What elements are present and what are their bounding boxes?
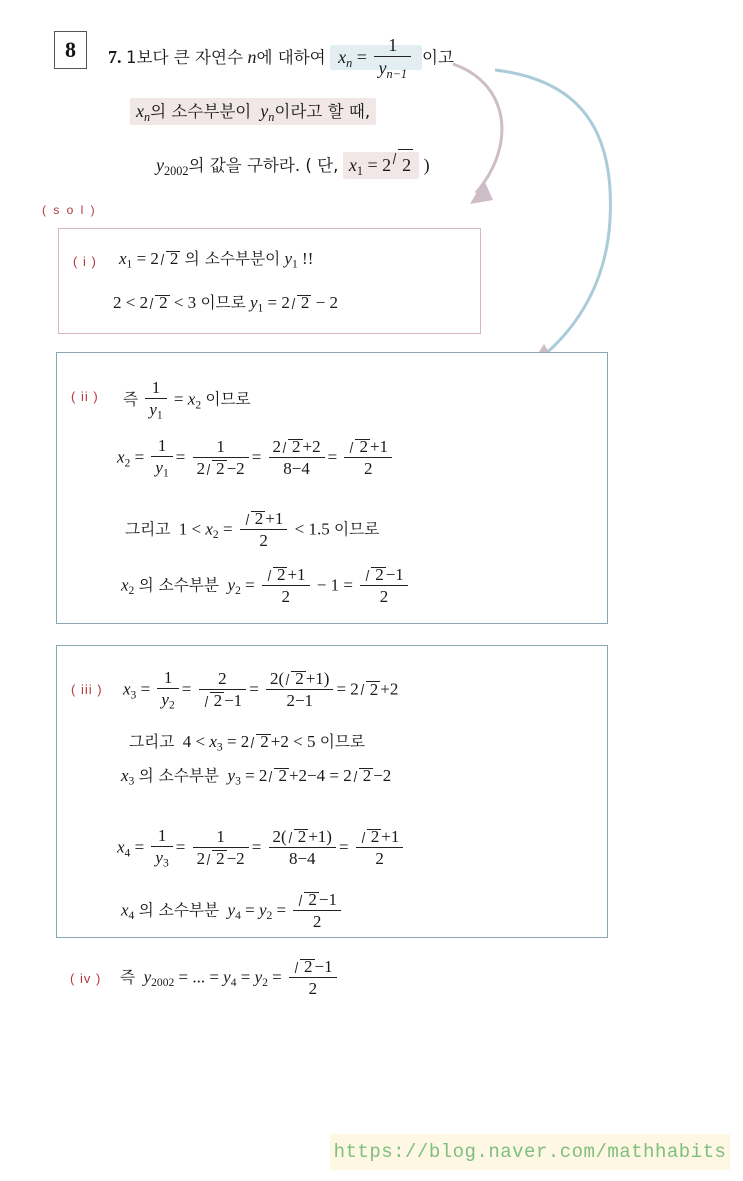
problem-formula-xn: $x_n$ = $\frac{1}{y_{n-1}}$ (330, 45, 422, 70)
step-iii-line-4: $x_4$ = $\frac{1}{y_3}$ = $\frac{1}{2 2 -2}$ = $\frac{2( 2 +1)}{8-4}$ = $\frac{2 +1}{2}$ (117, 827, 406, 871)
step-ii-line-4: $x_2$ 의 소수부분 $y_2$ = $\frac{2 +1}{2}$ − 1 = $\frac{2 -1}{2}$ (121, 566, 411, 607)
step-ii-line-2: $x_2$ = $\frac{1}{y_1}$ = $\frac{1}{2 2 -2}$ = $\frac{2 2 +2}{8-4}$ = $\frac{2 +1}{2}$ (117, 437, 395, 481)
step-iv-line1-pre: 즉 (120, 967, 136, 987)
step-iv-roman: ( iv ) (70, 971, 102, 986)
step-i-line2-text: 이므로 (200, 293, 246, 312)
step-i-line1-end: !! (302, 249, 314, 268)
problem-statement (108, 36, 668, 187)
problem-text-5: 이라고 할 때, (274, 101, 371, 121)
problem-var-n: n (247, 46, 257, 67)
step-ii-line3-pre: 그리고 (125, 519, 171, 539)
footer-url[interactable]: https://blog.naver.com/mathhabits (333, 1141, 727, 1163)
step-iii-line-3: $x_3$ 의 소수부분 $y_3 = 2$ 2 +2−4 = 2 2 −2 (121, 766, 392, 788)
problem-line-3: $y_{2002}$의 값을 구하라. ( 단, $x_1 = 2$ 2 ) (156, 148, 668, 188)
step-iii-line2-pre: 그리고 (129, 732, 175, 751)
step-ii-line-3: 그리고 $1 < x_2$ = $\frac{2 +1}{2}$ < 1.5 이므로 (125, 509, 380, 550)
problem-number-badge: 8 (54, 31, 87, 69)
step-iii-line3-mid: 의 소수부분 (138, 766, 220, 785)
problem-text-6: 의 값을 구하라. ( 단, (188, 155, 339, 175)
step-i-line-1: $x_1 = 2$ 2 의 소수부분이 $y_1$ !! (119, 249, 314, 271)
step-iii-line-2: 그리고 $4 < x_3 = 2$ 2 +2 < 5 이므로 (129, 732, 366, 754)
step-i-line1-text: 의 소수부분이 (184, 249, 281, 268)
step-box-ii (56, 352, 608, 624)
step-ii-roman: ( ii ) (71, 389, 99, 404)
problem-close-paren: ) (423, 154, 430, 175)
step-i-roman: ( i ) (73, 254, 97, 269)
step-ii-line4-mid: 의 소수부분 (138, 575, 220, 595)
step-iii-line2-end: 이므로 (319, 732, 366, 751)
step-i-line-2: 2 < 2 2 < 3 이므로 $y_1 = 2$ 2 − 2 (113, 293, 338, 315)
problem-line-2 (130, 94, 668, 134)
step-iii-line-1: $x_3$ = $\frac{1}{y_2}$ = $\frac{2}{2 -1}$ = $\frac{2( 2 +1)}{2-1}$ = 2 2 +2 (123, 668, 399, 712)
step-box-iii (56, 645, 608, 938)
problem-text-2: 에 대하여 (256, 47, 326, 67)
step-ii-line1-end: 이므로 (205, 389, 251, 409)
problem-label: 7. (108, 46, 122, 67)
problem-condition: $x_1 = 2$ 2 (343, 152, 419, 179)
problem-text-4: 의 소수부분이 (150, 101, 252, 121)
step-ii-line-1: 즉 $\frac{1}{y_1}$ = $x_2$ 이므로 (123, 378, 251, 422)
problem-text-1: 1보다 큰 자연수 (126, 47, 243, 67)
step-box-i (58, 228, 481, 334)
step-ii-line3-end: 이므로 (333, 519, 380, 539)
footer-banner (330, 1134, 730, 1170)
problem-highlight-2: $x_n$의 소수부분이 $y_n$이라고 할 때, (130, 98, 376, 125)
sol-label: ( s o l ) (42, 203, 97, 217)
step-iii-line5-mid: 의 소수부분 (138, 900, 220, 920)
problem-line-1 (108, 36, 668, 82)
step-iii-line-5: $x_4$ 의 소수부분 $y_4 = y_2$ = $\frac{2 -1}{2}$ (121, 891, 344, 932)
step-ii-line1-pre: 즉 (123, 389, 139, 409)
step-iii-roman: ( iii ) (71, 682, 103, 697)
step-iv-line-1: 즉 $y_{2002}$ = ... = $y_4 = y_2$ = $\frac{2 -1}{2}$ (120, 958, 340, 999)
problem-text-3: 이고 (421, 47, 454, 67)
